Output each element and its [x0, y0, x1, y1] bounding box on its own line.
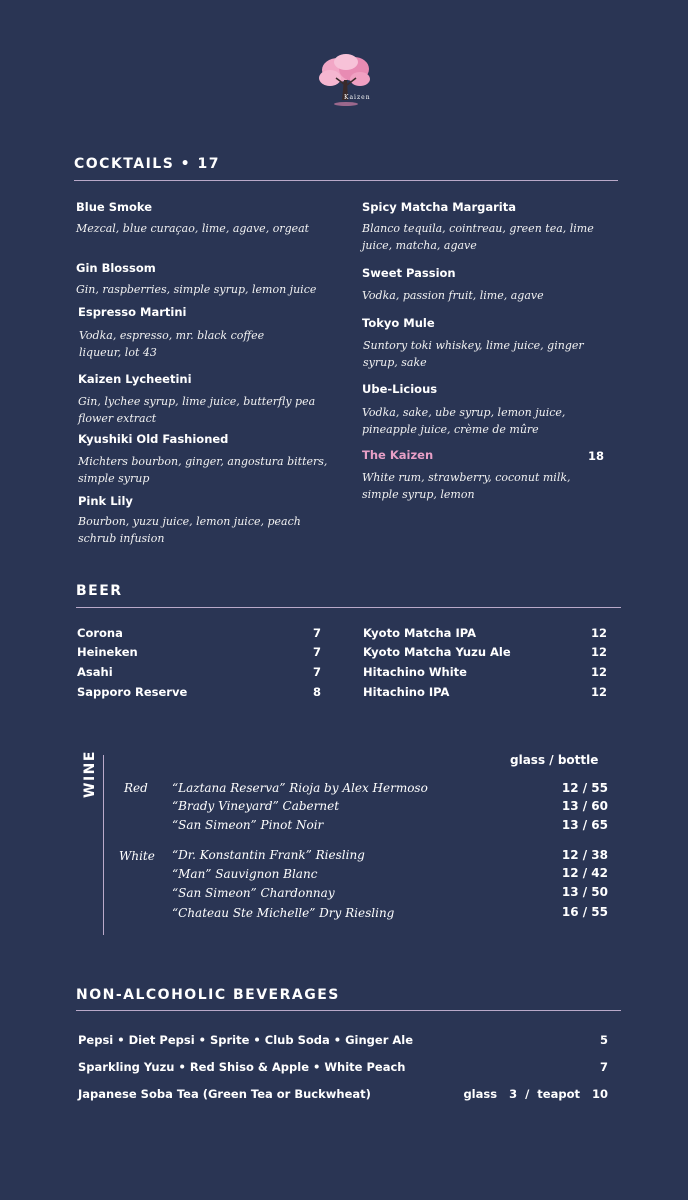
cocktail-name: Gin Blossom	[76, 261, 156, 275]
cocktail-name: Kyushiki Old Fashioned	[78, 432, 229, 446]
beer-name: Heineken	[77, 645, 138, 659]
wine-price: 16 / 55	[561, 905, 608, 919]
cocktail-name: Espresso Martini	[78, 305, 187, 319]
cocktail-name: Ube-Licious	[362, 382, 438, 396]
beer-price: 8	[312, 685, 321, 699]
beer-name: Hitachino IPA	[363, 685, 450, 699]
nonalc-price: 5	[599, 1033, 608, 1047]
cocktail-desc: Vodka, espresso, mr. black coffee liqueur, lot 43	[79, 329, 265, 359]
beer-divider	[76, 607, 621, 608]
wine-name: “San Simeon” Chardonnay	[172, 886, 335, 900]
wine-name: “Laztana Reserva” Rioja by Alex Hermoso	[172, 781, 428, 795]
nonalc-price: 7	[599, 1060, 608, 1074]
cocktails-divider	[74, 180, 618, 181]
beer-price: 12	[590, 645, 607, 659]
beer-price: 7	[312, 626, 321, 640]
nonalc-price: glass 3 / teapot 10	[463, 1087, 608, 1101]
beer-name: Sapporo Reserve	[77, 685, 188, 699]
cocktail-desc: Vodka, passion fruit, lime, agave	[362, 289, 544, 302]
nonalc-name: Pepsi • Diet Pepsi • Sprite • Club Soda • Ginger Ale	[78, 1033, 414, 1047]
cocktail-name: Blue Smoke	[76, 200, 153, 214]
beer-price: 12	[590, 626, 607, 640]
beer-name: Hitachino White	[363, 665, 467, 679]
wine-name: “Dr. Konstantin Frank” Riesling	[172, 848, 365, 862]
wine-name: “San Simeon” Pinot Noir	[172, 818, 324, 832]
wine-price: 13 / 60	[561, 799, 608, 813]
cocktails-title: COCKTAILS • 17	[74, 156, 220, 172]
nonalc-divider	[76, 1010, 621, 1011]
cocktail-name: Pink Lily	[78, 494, 133, 508]
cocktail-name: Tokyo Mule	[362, 316, 435, 330]
cocktail-desc: White rum, strawberry, coconut milk, simple syrup, lemon	[362, 471, 571, 501]
beer-name: Kyoto Matcha IPA	[363, 626, 476, 640]
beer-price: 7	[312, 645, 321, 659]
cocktail-desc: Vodka, sake, ube syrup, lemon juice, pineapple juice, crème de mûre	[362, 406, 566, 436]
cocktail-name-featured: The Kaizen	[362, 448, 434, 462]
cocktail-name: Spicy Matcha Margarita	[362, 200, 516, 214]
nonalc-title: NON-ALCOHOLIC BEVERAGES	[76, 987, 340, 1003]
cocktail-desc: Gin, raspberries, simple syrup, lemon juice	[76, 283, 317, 296]
wine-price: 12 / 55	[561, 781, 608, 795]
cocktail-desc: Blanco tequila, cointreau, green tea, lime juice, matcha, agave	[362, 222, 594, 252]
wine-price: 12 / 42	[561, 866, 608, 880]
beer-price: 7	[312, 665, 321, 679]
wine-price: 13 / 50	[561, 885, 608, 899]
beer-price: 12	[590, 665, 607, 679]
cocktail-desc: Gin, lychee syrup, lime juice, butterfly pea flower extract	[78, 395, 316, 425]
beer-name: Corona	[77, 626, 123, 640]
beer-name: Kyoto Matcha Yuzu Ale	[363, 645, 511, 659]
beer-title: BEER	[76, 583, 123, 599]
beer-name: Asahi	[77, 665, 113, 679]
cocktail-desc: Suntory toki whiskey, lime juice, ginger syrup, sake	[363, 339, 584, 369]
wine-name: “Man” Sauvignon Blanc	[172, 867, 318, 881]
wine-name: “Brady Vineyard” Cabernet	[172, 799, 340, 813]
wine-vertical-divider	[103, 755, 104, 935]
cherry-blossom-tree-icon	[308, 52, 384, 112]
wine-price: 13 / 65	[561, 818, 608, 832]
cocktail-desc: Michters bourbon, ginger, angostura bitters, simple syrup	[78, 455, 328, 485]
cocktail-name: Kaizen Lycheetini	[78, 372, 192, 386]
logo	[308, 52, 384, 112]
wine-category-red: Red	[124, 781, 148, 795]
wine-category-white: White	[119, 849, 155, 863]
cocktail-desc: Bourbon, yuzu juice, lemon juice, peach schrub infusion	[78, 515, 301, 545]
wine-price: 12 / 38	[561, 848, 608, 862]
logo-text: Kaizen	[344, 94, 371, 101]
cocktail-desc: Mezcal, blue curaçao, lime, agave, orgeat	[76, 222, 310, 235]
wine-name: “Chateau Ste Michelle” Dry Riesling	[172, 906, 395, 920]
wine-header: glass / bottle	[510, 753, 599, 767]
beer-price: 12	[590, 685, 607, 699]
nonalc-name: Sparkling Yuzu • Red Shiso & Apple • White Peach	[78, 1060, 406, 1074]
nonalc-name: Japanese Soba Tea (Green Tea or Buckwheat)	[78, 1087, 371, 1101]
cocktail-name: Sweet Passion	[362, 266, 456, 280]
wine-title: WINE	[82, 750, 98, 798]
cocktail-price-featured: 18	[587, 449, 604, 463]
